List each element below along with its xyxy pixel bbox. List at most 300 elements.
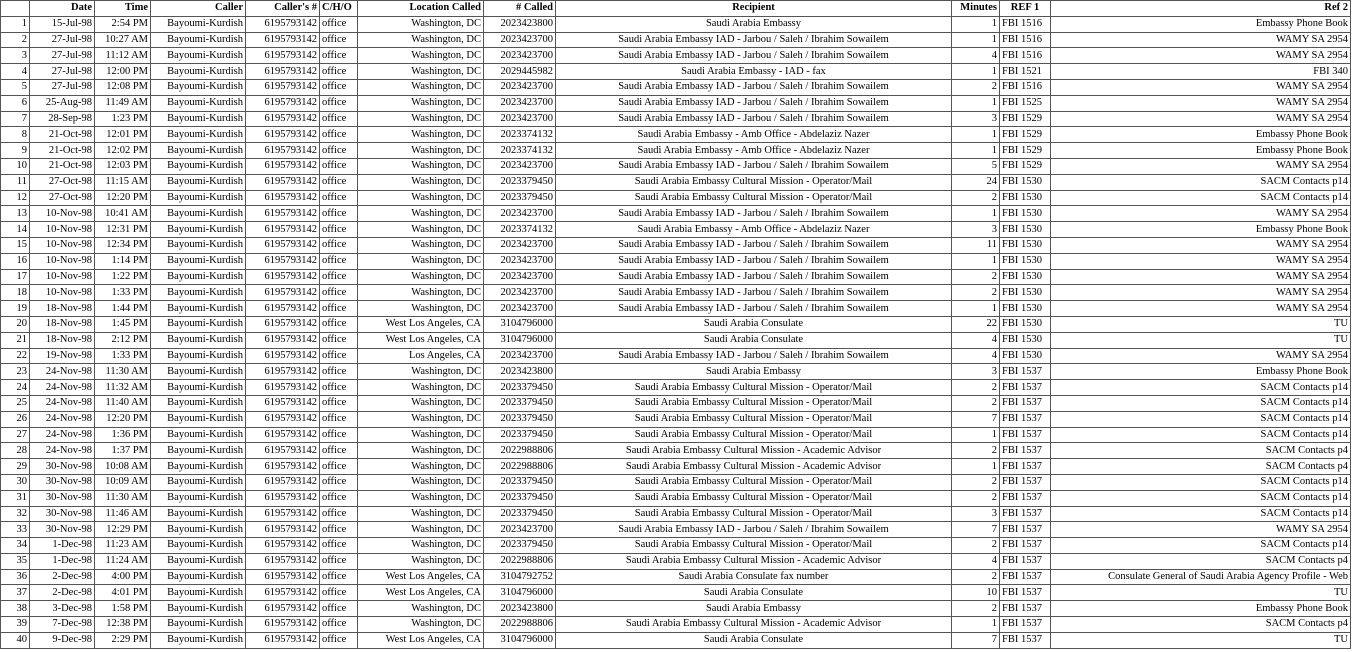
cell-row-number: 31 [1, 490, 30, 506]
header-recipient: Recipient [556, 1, 952, 17]
cell-number-called: 2023423700 [484, 301, 556, 317]
cell-callers-number: 6195793142 [246, 158, 320, 174]
cell-number-called: 3104792752 [484, 569, 556, 585]
cell-ref1: FBI 1530 [1000, 237, 1051, 253]
cell-cho: office [320, 174, 358, 190]
cell-cho: office [320, 459, 358, 475]
cell-ref1: FBI 1537 [1000, 427, 1051, 443]
cell-row-number: 15 [1, 237, 30, 253]
table-row [1, 380, 1351, 396]
cell-ref2: SACM Contacts p4 [1051, 617, 1351, 633]
cell-location-called: Washington, DC [358, 237, 484, 253]
cell-callers-number: 6195793142 [246, 348, 320, 364]
cell-date: 15-Jul-98 [30, 16, 95, 32]
cell-callers-number: 6195793142 [246, 95, 320, 111]
cell-cho: office [320, 206, 358, 222]
cell-ref1: FBI 1530 [1000, 269, 1051, 285]
cell-row-number: 30 [1, 474, 30, 490]
cell-location-called: Washington, DC [358, 427, 484, 443]
cell-cho: office [320, 348, 358, 364]
cell-caller: Bayoumi-Kurdish [151, 553, 246, 569]
cell-ref2: WAMY SA 2954 [1051, 158, 1351, 174]
cell-time: 12:29 PM [95, 522, 151, 538]
cell-number-called: 2023423700 [484, 32, 556, 48]
cell-time: 11:30 AM [95, 490, 151, 506]
cell-ref1: FBI 1516 [1000, 32, 1051, 48]
table-row [1, 443, 1351, 459]
table-row [1, 48, 1351, 64]
cell-minutes: 3 [952, 364, 1000, 380]
cell-minutes: 11 [952, 237, 1000, 253]
cell-cho: office [320, 111, 358, 127]
cell-minutes: 2 [952, 380, 1000, 396]
cell-cho: office [320, 364, 358, 380]
cell-caller: Bayoumi-Kurdish [151, 16, 246, 32]
cell-number-called: 2022988806 [484, 617, 556, 633]
cell-minutes: 2 [952, 443, 1000, 459]
cell-ref2: TU [1051, 332, 1351, 348]
cell-callers-number: 6195793142 [246, 79, 320, 95]
table-row [1, 206, 1351, 222]
cell-location-called: Washington, DC [358, 411, 484, 427]
cell-ref1: FBI 1537 [1000, 522, 1051, 538]
cell-location-called: Washington, DC [358, 601, 484, 617]
cell-cho: office [320, 601, 358, 617]
cell-caller: Bayoumi-Kurdish [151, 79, 246, 95]
cell-recipient: Saudi Arabia Embassy [556, 16, 952, 32]
cell-minutes: 1 [952, 459, 1000, 475]
cell-ref2: WAMY SA 2954 [1051, 111, 1351, 127]
cell-callers-number: 6195793142 [246, 538, 320, 554]
cell-ref2: WAMY SA 2954 [1051, 301, 1351, 317]
cell-number-called: 3104796000 [484, 585, 556, 601]
cell-location-called: Washington, DC [358, 190, 484, 206]
cell-caller: Bayoumi-Kurdish [151, 111, 246, 127]
cell-location-called: Washington, DC [358, 158, 484, 174]
table-row [1, 174, 1351, 190]
cell-cho: office [320, 127, 358, 143]
cell-cho: office [320, 64, 358, 80]
cell-minutes: 2 [952, 569, 1000, 585]
header-cho: C/H/O [320, 1, 358, 17]
cell-location-called: Washington, DC [358, 222, 484, 238]
cell-location-called: Washington, DC [358, 48, 484, 64]
cell-row-number: 35 [1, 553, 30, 569]
cell-date: 28-Sep-98 [30, 111, 95, 127]
cell-recipient: Saudi Arabia Embassy Cultural Mission - Academic Advisor [556, 459, 952, 475]
cell-callers-number: 6195793142 [246, 332, 320, 348]
cell-row-number: 27 [1, 427, 30, 443]
cell-date: 10-Nov-98 [30, 269, 95, 285]
cell-recipient: Saudi Arabia Embassy IAD - Jarbou / Saleh / Ibrahim Sowailem [556, 32, 952, 48]
cell-time: 1:45 PM [95, 316, 151, 332]
cell-minutes: 2 [952, 190, 1000, 206]
cell-time: 1:36 PM [95, 427, 151, 443]
cell-ref2: WAMY SA 2954 [1051, 269, 1351, 285]
cell-time: 11:24 AM [95, 553, 151, 569]
cell-number-called: 2023379450 [484, 395, 556, 411]
header-row [1, 1, 1351, 17]
cell-row-number: 25 [1, 395, 30, 411]
cell-date: 30-Nov-98 [30, 459, 95, 475]
cell-ref1: FBI 1516 [1000, 48, 1051, 64]
cell-cho: office [320, 222, 358, 238]
cell-ref2: SACM Contacts p14 [1051, 190, 1351, 206]
cell-location-called: Washington, DC [358, 490, 484, 506]
table-row [1, 143, 1351, 159]
cell-date: 27-Jul-98 [30, 64, 95, 80]
cell-ref2: Embassy Phone Book [1051, 127, 1351, 143]
cell-caller: Bayoumi-Kurdish [151, 174, 246, 190]
cell-time: 2:29 PM [95, 632, 151, 648]
cell-recipient: Saudi Arabia Embassy Cultural Mission - Academic Advisor [556, 617, 952, 633]
cell-minutes: 10 [952, 585, 1000, 601]
cell-minutes: 1 [952, 143, 1000, 159]
cell-callers-number: 6195793142 [246, 269, 320, 285]
cell-location-called: Los Angeles, CA [358, 348, 484, 364]
table-row [1, 601, 1351, 617]
cell-row-number: 40 [1, 632, 30, 648]
cell-number-called: 2023423700 [484, 522, 556, 538]
table-row [1, 158, 1351, 174]
cell-time: 11:32 AM [95, 380, 151, 396]
header-ref1: REF 1 [1000, 1, 1051, 17]
cell-date: 1-Dec-98 [30, 538, 95, 554]
cell-recipient: Saudi Arabia Embassy Cultural Mission - Operator/Mail [556, 474, 952, 490]
cell-ref2: SACM Contacts p14 [1051, 174, 1351, 190]
cell-recipient: Saudi Arabia Embassy IAD - Jarbou / Saleh / Ibrahim Sowailem [556, 348, 952, 364]
cell-minutes: 22 [952, 316, 1000, 332]
cell-recipient: Saudi Arabia Embassy IAD - Jarbou / Saleh / Ibrahim Sowailem [556, 158, 952, 174]
cell-callers-number: 6195793142 [246, 490, 320, 506]
table-row [1, 506, 1351, 522]
cell-minutes: 7 [952, 522, 1000, 538]
cell-recipient: Saudi Arabia Embassy IAD - Jarbou / Saleh / Ibrahim Sowailem [556, 269, 952, 285]
cell-ref2: WAMY SA 2954 [1051, 285, 1351, 301]
cell-date: 18-Nov-98 [30, 301, 95, 317]
cell-cho: office [320, 395, 358, 411]
cell-date: 24-Nov-98 [30, 380, 95, 396]
cell-row-number: 3 [1, 48, 30, 64]
cell-caller: Bayoumi-Kurdish [151, 237, 246, 253]
cell-time: 11:49 AM [95, 95, 151, 111]
cell-ref2: SACM Contacts p14 [1051, 538, 1351, 554]
cell-ref1: FBI 1529 [1000, 158, 1051, 174]
cell-row-number: 39 [1, 617, 30, 633]
cell-recipient: Saudi Arabia Embassy IAD - Jarbou / Saleh / Ibrahim Sowailem [556, 285, 952, 301]
cell-ref1: FBI 1530 [1000, 190, 1051, 206]
cell-callers-number: 6195793142 [246, 617, 320, 633]
cell-time: 12:01 PM [95, 127, 151, 143]
cell-recipient: Saudi Arabia Embassy Cultural Mission - Operator/Mail [556, 174, 952, 190]
cell-minutes: 2 [952, 601, 1000, 617]
cell-cho: office [320, 538, 358, 554]
cell-callers-number: 6195793142 [246, 474, 320, 490]
cell-recipient: Saudi Arabia Embassy IAD - Jarbou / Saleh / Ibrahim Sowailem [556, 522, 952, 538]
cell-date: 24-Nov-98 [30, 443, 95, 459]
cell-caller: Bayoumi-Kurdish [151, 522, 246, 538]
cell-callers-number: 6195793142 [246, 285, 320, 301]
cell-ref2: Embassy Phone Book [1051, 601, 1351, 617]
cell-ref2: WAMY SA 2954 [1051, 522, 1351, 538]
cell-location-called: Washington, DC [358, 395, 484, 411]
cell-number-called: 3104796000 [484, 332, 556, 348]
cell-date: 24-Nov-98 [30, 427, 95, 443]
cell-location-called: Washington, DC [358, 64, 484, 80]
cell-caller: Bayoumi-Kurdish [151, 427, 246, 443]
table-row [1, 585, 1351, 601]
cell-date: 7-Dec-98 [30, 617, 95, 633]
cell-row-number: 28 [1, 443, 30, 459]
cell-recipient: Saudi Arabia Consulate [556, 585, 952, 601]
cell-callers-number: 6195793142 [246, 395, 320, 411]
cell-cho: office [320, 506, 358, 522]
cell-callers-number: 6195793142 [246, 127, 320, 143]
cell-time: 12:00 PM [95, 64, 151, 80]
table-row [1, 269, 1351, 285]
cell-row-number: 19 [1, 301, 30, 317]
cell-minutes: 5 [952, 158, 1000, 174]
cell-number-called: 2022988806 [484, 459, 556, 475]
cell-ref1: FBI 1537 [1000, 443, 1051, 459]
cell-caller: Bayoumi-Kurdish [151, 348, 246, 364]
cell-caller: Bayoumi-Kurdish [151, 48, 246, 64]
header-ref2: Ref 2 [1051, 1, 1351, 17]
cell-recipient: Saudi Arabia Consulate [556, 316, 952, 332]
cell-cho: office [320, 332, 358, 348]
cell-callers-number: 6195793142 [246, 632, 320, 648]
cell-cho: office [320, 190, 358, 206]
cell-minutes: 3 [952, 222, 1000, 238]
table-row [1, 632, 1351, 648]
cell-minutes: 24 [952, 174, 1000, 190]
cell-date: 21-Oct-98 [30, 143, 95, 159]
cell-date: 10-Nov-98 [30, 253, 95, 269]
table-row [1, 427, 1351, 443]
cell-location-called: Washington, DC [358, 522, 484, 538]
cell-cho: office [320, 632, 358, 648]
table-row [1, 237, 1351, 253]
cell-location-called: West Los Angeles, CA [358, 569, 484, 585]
cell-row-number: 33 [1, 522, 30, 538]
cell-ref1: FBI 1537 [1000, 569, 1051, 585]
cell-row-number: 18 [1, 285, 30, 301]
cell-ref1: FBI 1537 [1000, 553, 1051, 569]
table-row [1, 538, 1351, 554]
cell-number-called: 2029445982 [484, 64, 556, 80]
cell-date: 30-Nov-98 [30, 474, 95, 490]
cell-recipient: Saudi Arabia Consulate [556, 332, 952, 348]
cell-callers-number: 6195793142 [246, 522, 320, 538]
cell-ref1: FBI 1516 [1000, 79, 1051, 95]
cell-number-called: 2023379450 [484, 190, 556, 206]
cell-callers-number: 6195793142 [246, 174, 320, 190]
cell-callers-number: 6195793142 [246, 380, 320, 396]
cell-caller: Bayoumi-Kurdish [151, 269, 246, 285]
table-row [1, 190, 1351, 206]
cell-date: 30-Nov-98 [30, 490, 95, 506]
cell-recipient: Saudi Arabia Embassy Cultural Mission - Operator/Mail [556, 395, 952, 411]
cell-callers-number: 6195793142 [246, 427, 320, 443]
cell-minutes: 4 [952, 48, 1000, 64]
cell-number-called: 3104796000 [484, 632, 556, 648]
cell-date: 3-Dec-98 [30, 601, 95, 617]
table-row [1, 459, 1351, 475]
cell-number-called: 2023379450 [484, 538, 556, 554]
cell-ref2: WAMY SA 2954 [1051, 348, 1351, 364]
cell-location-called: Washington, DC [358, 474, 484, 490]
cell-minutes: 1 [952, 206, 1000, 222]
cell-number-called: 2023379450 [484, 506, 556, 522]
cell-location-called: Washington, DC [358, 506, 484, 522]
cell-cho: office [320, 95, 358, 111]
cell-ref1: FBI 1530 [1000, 316, 1051, 332]
cell-date: 30-Nov-98 [30, 506, 95, 522]
cell-callers-number: 6195793142 [246, 553, 320, 569]
cell-cho: office [320, 269, 358, 285]
table-row [1, 95, 1351, 111]
cell-location-called: Washington, DC [358, 538, 484, 554]
cell-number-called: 2023379450 [484, 427, 556, 443]
table-row [1, 285, 1351, 301]
cell-ref2: SACM Contacts p4 [1051, 459, 1351, 475]
cell-location-called: Washington, DC [358, 206, 484, 222]
cell-cho: office [320, 474, 358, 490]
cell-cho: office [320, 522, 358, 538]
table-row [1, 364, 1351, 380]
cell-ref2: WAMY SA 2954 [1051, 95, 1351, 111]
cell-caller: Bayoumi-Kurdish [151, 569, 246, 585]
table-row [1, 553, 1351, 569]
cell-time: 1:44 PM [95, 301, 151, 317]
cell-location-called: Washington, DC [358, 285, 484, 301]
cell-date: 10-Nov-98 [30, 206, 95, 222]
cell-row-number: 13 [1, 206, 30, 222]
cell-minutes: 1 [952, 301, 1000, 317]
header-callers-number: Caller's # [246, 1, 320, 17]
cell-ref2: WAMY SA 2954 [1051, 79, 1351, 95]
cell-number-called: 2023374132 [484, 222, 556, 238]
cell-cho: office [320, 316, 358, 332]
cell-caller: Bayoumi-Kurdish [151, 459, 246, 475]
cell-location-called: West Los Angeles, CA [358, 316, 484, 332]
cell-date: 27-Oct-98 [30, 174, 95, 190]
cell-row-number: 16 [1, 253, 30, 269]
table-row [1, 222, 1351, 238]
cell-row-number: 34 [1, 538, 30, 554]
cell-callers-number: 6195793142 [246, 16, 320, 32]
cell-time: 1:33 PM [95, 285, 151, 301]
cell-callers-number: 6195793142 [246, 253, 320, 269]
cell-number-called: 2023379450 [484, 380, 556, 396]
cell-cho: office [320, 48, 358, 64]
cell-caller: Bayoumi-Kurdish [151, 380, 246, 396]
cell-cho: office [320, 16, 358, 32]
cell-date: 21-Oct-98 [30, 127, 95, 143]
cell-number-called: 2023423800 [484, 364, 556, 380]
cell-caller: Bayoumi-Kurdish [151, 316, 246, 332]
cell-location-called: Washington, DC [358, 143, 484, 159]
cell-minutes: 2 [952, 285, 1000, 301]
cell-time: 1:37 PM [95, 443, 151, 459]
cell-row-number: 37 [1, 585, 30, 601]
cell-callers-number: 6195793142 [246, 316, 320, 332]
cell-minutes: 3 [952, 506, 1000, 522]
cell-ref2: Embassy Phone Book [1051, 364, 1351, 380]
cell-ref2: SACM Contacts p14 [1051, 395, 1351, 411]
cell-row-number: 6 [1, 95, 30, 111]
cell-recipient: Saudi Arabia Embassy [556, 364, 952, 380]
cell-ref1: FBI 1537 [1000, 474, 1051, 490]
table-row [1, 16, 1351, 32]
cell-time: 12:20 PM [95, 411, 151, 427]
cell-date: 10-Nov-98 [30, 285, 95, 301]
cell-recipient: Saudi Arabia Embassy Cultural Mission - Operator/Mail [556, 380, 952, 396]
cell-ref1: FBI 1529 [1000, 143, 1051, 159]
cell-recipient: Saudi Arabia Embassy IAD - Jarbou / Saleh / Ibrahim Sowailem [556, 237, 952, 253]
cell-recipient: Saudi Arabia Embassy [556, 601, 952, 617]
table-row [1, 332, 1351, 348]
cell-ref1: FBI 1529 [1000, 111, 1051, 127]
table-row [1, 522, 1351, 538]
cell-ref1: FBI 1516 [1000, 16, 1051, 32]
cell-callers-number: 6195793142 [246, 64, 320, 80]
cell-location-called: West Los Angeles, CA [358, 585, 484, 601]
cell-number-called: 2023423800 [484, 601, 556, 617]
cell-ref1: FBI 1530 [1000, 332, 1051, 348]
cell-ref2: WAMY SA 2954 [1051, 206, 1351, 222]
cell-cho: office [320, 380, 358, 396]
cell-minutes: 4 [952, 553, 1000, 569]
cell-cho: office [320, 158, 358, 174]
cell-recipient: Saudi Arabia Embassy IAD - Jarbou / Saleh / Ibrahim Sowailem [556, 301, 952, 317]
cell-caller: Bayoumi-Kurdish [151, 474, 246, 490]
cell-ref1: FBI 1530 [1000, 206, 1051, 222]
cell-ref1: FBI 1530 [1000, 222, 1051, 238]
header-row-number [1, 1, 30, 17]
cell-caller: Bayoumi-Kurdish [151, 190, 246, 206]
cell-ref1: FBI 1530 [1000, 285, 1051, 301]
cell-time: 2:12 PM [95, 332, 151, 348]
cell-date: 10-Nov-98 [30, 222, 95, 238]
header-number-called: # Called [484, 1, 556, 17]
cell-time: 1:22 PM [95, 269, 151, 285]
cell-caller: Bayoumi-Kurdish [151, 632, 246, 648]
cell-caller: Bayoumi-Kurdish [151, 64, 246, 80]
cell-ref1: FBI 1537 [1000, 585, 1051, 601]
cell-number-called: 2022988806 [484, 443, 556, 459]
cell-ref1: FBI 1537 [1000, 617, 1051, 633]
cell-callers-number: 6195793142 [246, 190, 320, 206]
cell-time: 1:33 PM [95, 348, 151, 364]
cell-row-number: 26 [1, 411, 30, 427]
cell-location-called: Washington, DC [358, 269, 484, 285]
cell-row-number: 12 [1, 190, 30, 206]
cell-recipient: Saudi Arabia Embassy Cultural Mission - Operator/Mail [556, 538, 952, 554]
cell-location-called: Washington, DC [358, 32, 484, 48]
cell-callers-number: 6195793142 [246, 301, 320, 317]
cell-cho: office [320, 285, 358, 301]
cell-cho: office [320, 585, 358, 601]
cell-time: 12:02 PM [95, 143, 151, 159]
cell-recipient: Saudi Arabia Embassy Cultural Mission - Operator/Mail [556, 427, 952, 443]
cell-ref1: FBI 1537 [1000, 538, 1051, 554]
cell-recipient: Saudi Arabia Embassy Cultural Mission - Operator/Mail [556, 190, 952, 206]
cell-date: 30-Nov-98 [30, 522, 95, 538]
cell-ref1: FBI 1537 [1000, 395, 1051, 411]
cell-date: 27-Jul-98 [30, 32, 95, 48]
cell-ref2: TU [1051, 316, 1351, 332]
